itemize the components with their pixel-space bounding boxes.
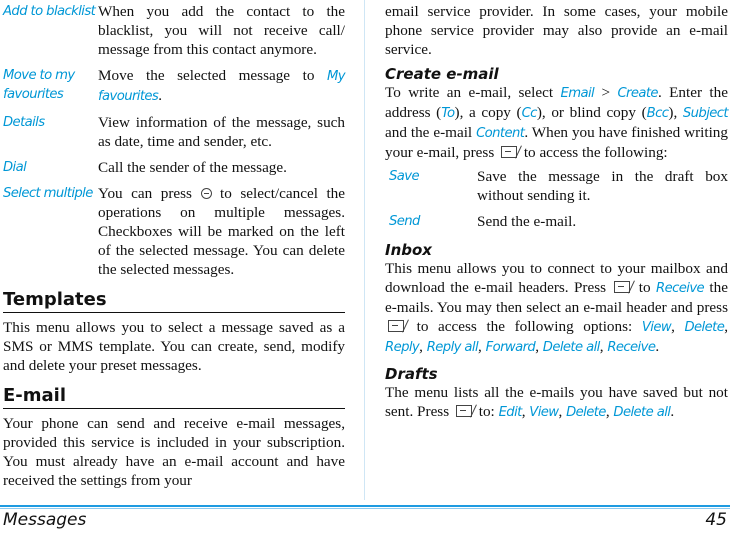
- option-description: Save the message in the draft box without sending it.: [477, 168, 728, 204]
- option-row-dial: [3, 158, 345, 177]
- footer-rule: [0, 505, 730, 507]
- keyword: Delete all: [542, 340, 600, 355]
- keyword: Content: [476, 126, 525, 141]
- option-label: Save: [389, 169, 419, 184]
- drafts-heading: Drafts: [385, 365, 438, 383]
- chapter-title: Messages: [3, 510, 87, 530]
- softkey-icon: [388, 320, 404, 332]
- templates-body: This menu allows you to select a message saved as a SMS or MMS template. You can create, send, modify and delete your preset messages.: [3, 319, 345, 374]
- option-row-save: [385, 167, 728, 205]
- email-body-left: Your phone can send and receive e-mail messages, provided this service is included in your subscription. You must already have an e-mail account and have received the settings from your: [3, 415, 345, 489]
- inbox-body: This menu allows you to connect to your mailbox and download the e-mail headers. Press to Receive the e-mails. You may then select an e-mail header and press to access the following options: View, Delete, Reply, Reply all, Forward, Delete all, Receive.: [385, 260, 729, 355]
- keyword: Edit: [498, 405, 522, 420]
- left-column: [3, 0, 345, 490]
- keyword: Reply: [385, 340, 420, 355]
- option-label: Dial: [3, 160, 27, 175]
- email-heading: E-mail: [3, 385, 345, 409]
- drafts-body: The menu lists all the e-mails you have saved but not sent. Press to: Edit, View, Delete, Delete all.: [385, 384, 728, 420]
- keyword: Reply all: [426, 340, 479, 355]
- keyword: View: [641, 320, 672, 335]
- option-description: When you add the contact to the blacklist, you will not receive call/ message from this contact anymore.: [98, 3, 345, 58]
- option-description: Send the e-mail.: [477, 213, 577, 230]
- footer-rule-thin: [0, 508, 730, 509]
- option-row-details: [3, 113, 345, 151]
- option-row-move-to-favourites: [3, 66, 345, 106]
- keyword: Forward: [485, 340, 536, 355]
- option-row-select-multiple: [3, 184, 345, 279]
- keyword: Delete: [566, 405, 606, 420]
- option-description: Call the sender of the message.: [98, 159, 287, 176]
- keyword: Receive: [607, 340, 656, 355]
- option-label: Send: [389, 214, 420, 229]
- option-description: Move the selected message to My favourites.: [98, 67, 345, 104]
- create-email-body: To write an e-mail, select Email > Create. Enter the address (To), a copy (Cc), or blind copy (Bcc), Subject and the e-mail Content. When you have finished writing your e-mail, press to access the following:: [385, 84, 728, 161]
- keyword: Create: [617, 86, 658, 101]
- email-body-right: email service provider. In some cases, your mobile phone service provider may also provide an e-mail service.: [385, 3, 728, 58]
- keyword: Email: [560, 86, 595, 101]
- keyword: Receive: [656, 281, 705, 296]
- column-gutter: [364, 0, 365, 500]
- option-label: Move to my favourites: [3, 68, 75, 102]
- softkey-icon: [456, 405, 472, 417]
- keyword: View: [529, 405, 559, 420]
- keyword: My favourites: [98, 69, 345, 104]
- keyword: Delete: [684, 320, 725, 335]
- keyword: Bcc: [646, 106, 669, 121]
- option-row-add-to-blacklist: [3, 2, 345, 59]
- softkey-icon: [501, 146, 517, 158]
- ok-key-icon: [201, 188, 212, 199]
- inbox-heading: Inbox: [385, 241, 432, 259]
- right-column: [385, 0, 728, 422]
- page-footer: [0, 500, 730, 533]
- softkey-icon: [614, 281, 630, 293]
- option-label: Add to blacklist: [3, 4, 96, 19]
- keyword: Delete all: [613, 405, 671, 420]
- keyword: To: [441, 106, 455, 121]
- option-description: You can press to select/cancel the operations on multiple messages. Checkboxes will be marked on the left of the selected message. You can delete the selected messages.: [98, 185, 345, 278]
- keyword: Cc: [521, 106, 537, 121]
- keyword: Subject: [682, 106, 728, 121]
- create-email-heading: Create e-mail: [385, 65, 499, 83]
- option-description: View information of the message, such as date, time and sender, etc.: [98, 114, 345, 150]
- option-label: Select multiple: [3, 186, 93, 201]
- option-row-send: [385, 212, 728, 231]
- option-label: Details: [3, 115, 45, 130]
- templates-heading: Templates: [3, 289, 345, 313]
- page-number: 45: [705, 510, 727, 530]
